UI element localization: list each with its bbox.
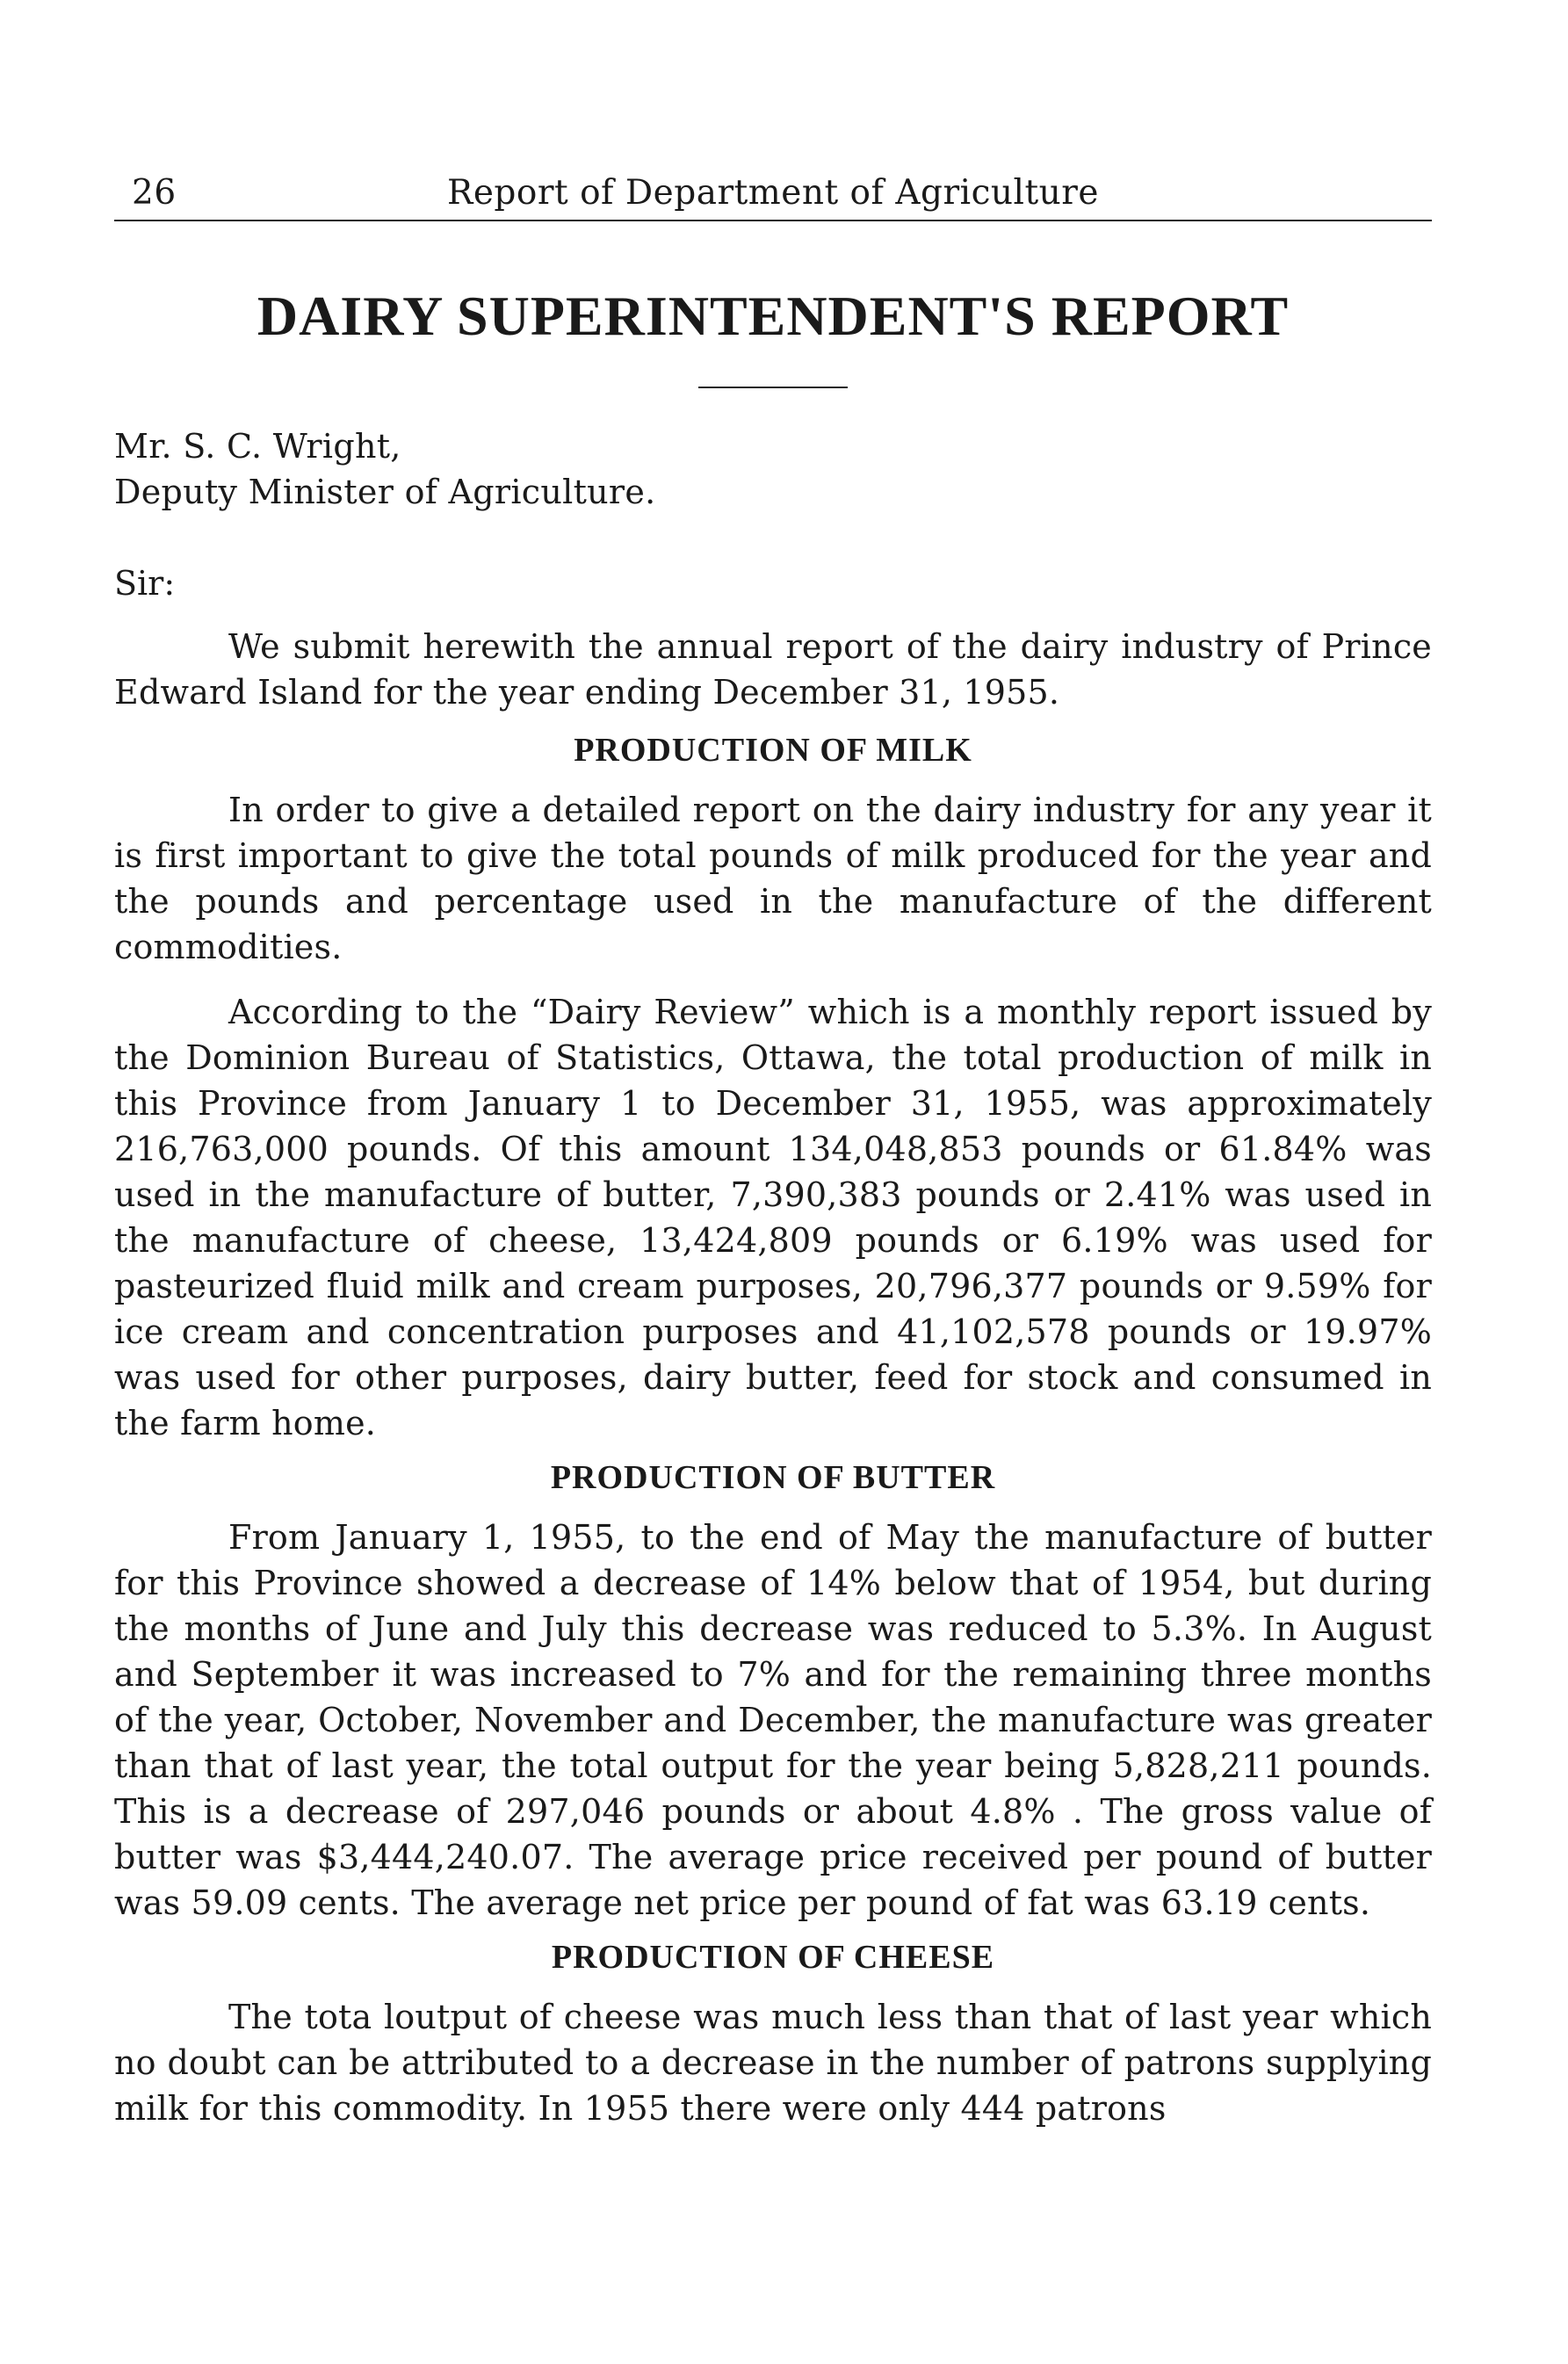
butter-paragraph-1: From January 1, 1955, to the end of May the manufacture of butter for this Province showed a decrease of 14% below that of 1954, but during the months of June and July this decrease was reduced to 5.3%. In August and September it was increased to 7% and for the remaining three months of the year, October, November and December, the manufacture was greater than that of last year, the total output for the year being 5,828,211 pounds. This is a decrease of 297,046 pounds or about 4.8% . The gross value of butter was $3,444,240.07. The average price received per pound of butter was 59.09 cents. The average net price per pound of fat was 63.19 cents. — [114, 1518, 1432, 1922]
header-title: Report of Department of Agriculture — [446, 173, 1100, 213]
title-rule — [698, 387, 848, 388]
document-page — [114, 167, 1432, 2131]
running-header — [114, 167, 1432, 221]
cheese-paragraph-1: The tota loutput of cheese was much less than that of last year which no doubt can be attributed to a decrease in the number of patrons supplying milk for this commodity. In 1955 there were only 444 patrons — [114, 1998, 1432, 2128]
salutation: Sir: — [114, 564, 176, 603]
addressee-block — [114, 423, 1432, 515]
section-heading-cheese: PRODUCTION OF CHEESE — [551, 1939, 995, 1976]
section-heading-butter: PRODUCTION OF BUTTER — [550, 1459, 996, 1496]
section-heading-milk: PRODUCTION OF MILK — [574, 732, 972, 769]
milk-paragraph-2: According to the “Dairy Review” which is a monthly report issued by the Dominion Bureau of Statistics, Ottawa, the total production of milk in this Province from January 1 to December 31, 1955, was approximately 216,763,000 pounds. Of this amount 134,048,853 pounds or 61.84% was used in the manufacture of butter, 7,390,383 pounds or 2.41% was used in the manufacture of cheese, 13,424,809 pounds or 6.19% was used for pasteurized fluid milk and cream purposes, 20,796,377 pounds or 9.59% for ice cream and concentration purposes and 41,102,578 pounds or 19.97% was used for other purposes, dairy butter, feed for stock and consumed in the farm home. — [114, 993, 1432, 1442]
report-title: DAIRY SUPERINTENDENT'S REPORT — [257, 285, 1290, 347]
page-number: 26 — [132, 173, 177, 213]
intro-paragraph: We submit herewith the annual report of the dairy industry of Prince Edward Island for the year ending December 31, 1955. — [114, 627, 1432, 712]
addressee-position: Deputy Minister of Agriculture. — [114, 473, 656, 511]
addressee-name: Mr. S. C. Wright, — [114, 427, 401, 466]
milk-paragraph-1: In order to give a detailed report on the dairy industry for any year it is first important to give the total pounds of milk produced for the year and the pounds and percentage used in the manufacture of the different commodities. — [114, 791, 1432, 966]
